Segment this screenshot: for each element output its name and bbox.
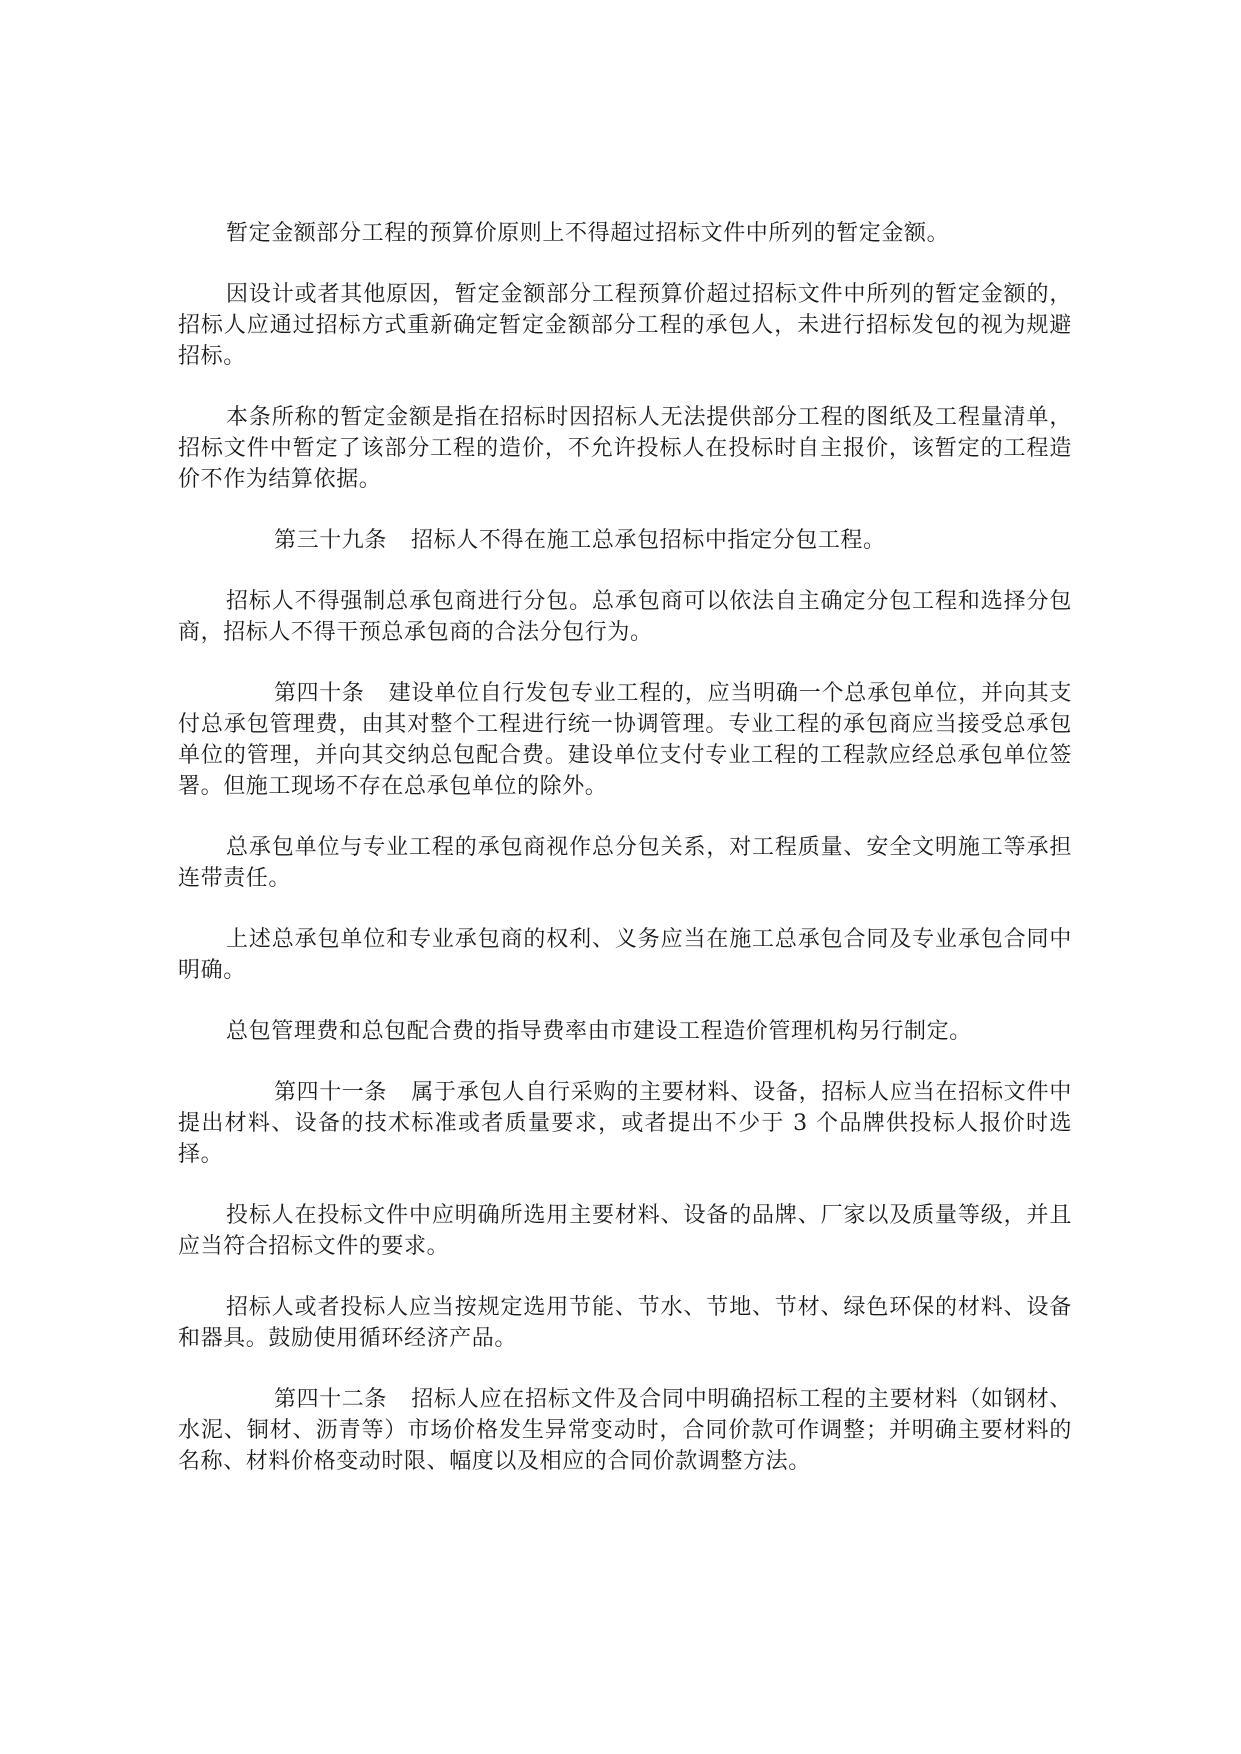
paragraph-11 bbox=[178, 1200, 1072, 1262]
paragraph-text: 本条所称的暂定金额是指在招标时因招标人无法提供部分工程的图纸及工程量清单，招标文件中暂定了该部分工程的造价，不允许投标人在投标时自主报价，该暂定的工程造价不作为结算依据。 bbox=[178, 405, 1072, 492]
paragraph-text: 暂定金额部分工程的预算价原则上不得超过招标文件中所列的暂定金额。 bbox=[226, 221, 950, 246]
article-number: 第四十条 bbox=[274, 681, 365, 706]
paragraph-7 bbox=[178, 832, 1072, 894]
paragraph-text: 招标人不得强制总承包商进行分包。总承包商可以依法自主确定分包工程和选择分包商，招标人不得干预总承包商的合法分包行为。 bbox=[178, 589, 1072, 645]
paragraph-text: 建设单位自行发包专业工程的，应当明确一个总承包单位，并向其支付总承包管理费，由其对整个工程进行统一协调管理。专业工程的承包商应当接受总承包单位的管理，并向其交纳总包配合费。建设单位支付专业工程的工程款应经总承包单位签署。但施工现场不存在总承包单位的除外。 bbox=[178, 681, 1072, 799]
article-number: 第四十一条 bbox=[274, 1080, 388, 1105]
paragraph-5 bbox=[178, 586, 1072, 648]
paragraph-text: 招标人不得在施工总承包招标中指定分包工程。 bbox=[411, 528, 886, 553]
article-42 bbox=[178, 1384, 1072, 1477]
paragraph-text: 总承包单位与专业工程的承包商视作总分包关系，对工程质量、安全文明施工等承担连带责任。 bbox=[178, 835, 1072, 891]
article-40 bbox=[178, 678, 1072, 802]
paragraph-text: 因设计或者其他原因，暂定金额部分工程预算价超过招标文件中所列的暂定金额的，招标人应通过招标方式重新确定暂定金额部分工程的承包人，未进行招标发包的视为规避招标。 bbox=[178, 282, 1072, 369]
paragraph-3 bbox=[178, 402, 1072, 495]
paragraph-text: 招标人或者投标人应当按规定选用节能、节水、节地、节材、绿色环保的材料、设备和器具。鼓励使用循环经济产品。 bbox=[178, 1295, 1072, 1351]
paragraph-9 bbox=[178, 1016, 1072, 1047]
article-number: 第四十二条 bbox=[274, 1387, 388, 1412]
paragraph-text: 投标人在投标文件中应明确所选用主要材料、设备的品牌、厂家以及质量等级，并且应当符合招标文件的要求。 bbox=[178, 1203, 1072, 1259]
paragraph-text: 属于承包人自行采购的主要材料、设备，招标人应当在招标文件中提出材料、设备的技术标准或者质量要求，或者提出不少于 3 个品牌供投标人报价时选择。 bbox=[178, 1080, 1072, 1167]
paragraph-8 bbox=[178, 924, 1072, 986]
article-41 bbox=[178, 1077, 1072, 1170]
article-39 bbox=[178, 525, 1072, 556]
paragraph-text: 总包管理费和总包配合费的指导费率由市建设工程造价管理机构另行制定。 bbox=[226, 1019, 972, 1044]
paragraph-text: 上述总承包单位和专业承包商的权利、义务应当在施工总承包合同及专业承包合同中明确。 bbox=[178, 927, 1072, 983]
paragraph-text: 招标人应在招标文件及合同中明确招标工程的主要材料（如钢材、水泥、铜材、沥青等）市场价格发生异常变动时，合同价款可作调整；并明确主要材料的名称、材料价格变动时限、幅度以及相应的合同价款调整方法。 bbox=[178, 1387, 1072, 1474]
paragraph-12 bbox=[178, 1292, 1072, 1354]
paragraph-1 bbox=[178, 218, 1072, 249]
document-body bbox=[178, 218, 1072, 1507]
paragraph-2 bbox=[178, 279, 1072, 372]
article-number: 第三十九条 bbox=[274, 528, 388, 553]
